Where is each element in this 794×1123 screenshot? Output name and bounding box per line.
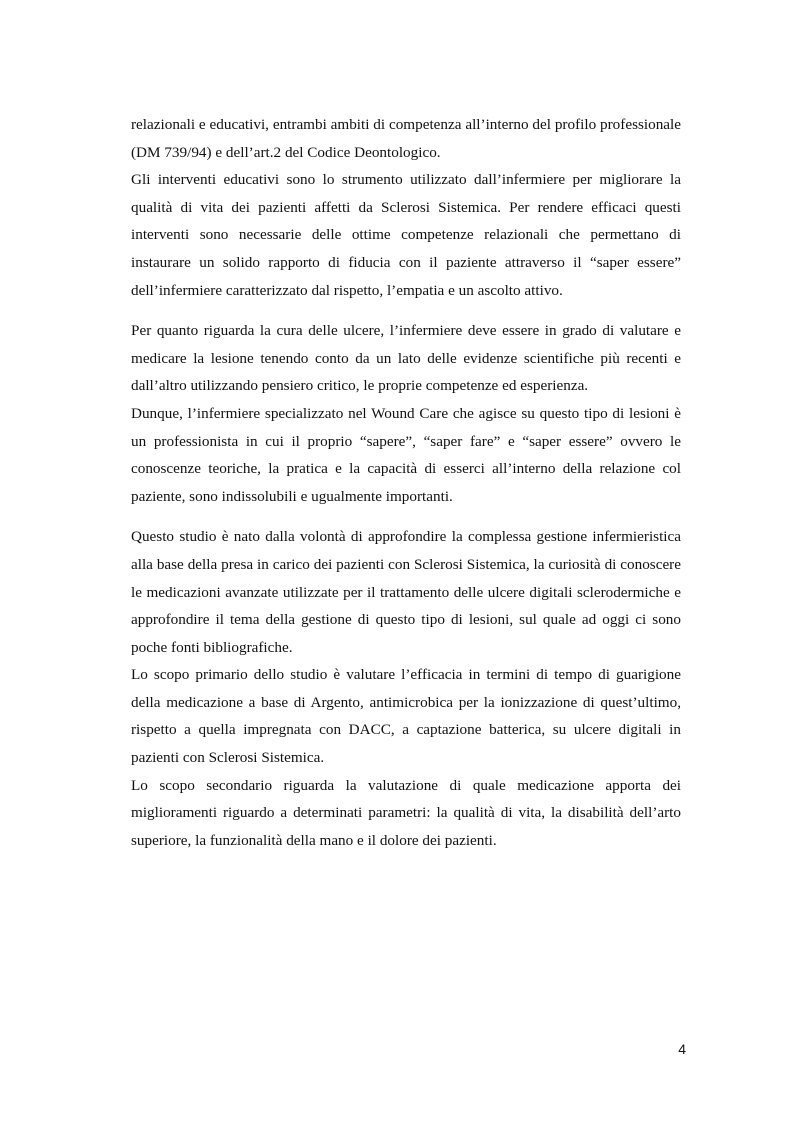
paragraph-4: Dunque, l’infermiere specializzato nel Wound Care che agisce su questo tipo di lesioni è un professionista in cui il proprio “sapere”, “saper fare” e “saper essere” ovvero le conoscenze teoriche, la pratica e la capacità di esserci all’interno della relazione col paziente, sono indissolubili e ugualmente importanti.	[131, 404, 681, 505]
paragraph-6: Lo scopo primario dello studio è valutare l’efficacia in termini di tempo di guarigione della medicazione a base di Argento, antimicrobica per la ionizzazione di quest’ultimo, rispetto a quella impregnata con DACC, a captazione batterica, su ulcere digitali in pazienti con Sclerosi Sistemica.	[131, 666, 681, 767]
paragraph-7: Lo scopo secondario riguarda la valutazione di quale medicazione apporta dei miglioramenti riguardo a determinati parametri: la qualità di vita, la disabilità dell’arto superiore, la funzionalità della mano e il dolore dei pazienti.	[131, 776, 681, 849]
body-text	[131, 111, 681, 854]
paragraph-5: Questo studio è nato dalla volontà di approfondire la complessa gestione infermieristica alla base della presa in carico dei pazienti con Sclerosi Sistemica, la curiosità di conoscere le medicazioni avanzate utilizzate per il trattamento delle ulcere digitali sclerodermiche e approfondire il tema della gestione di questo tipo di lesioni, sul quale ad oggi ci sono poche fonti bibliografiche.	[131, 528, 681, 656]
paragraph-3: Per quanto riguarda la cura delle ulcere, l’infermiere deve essere in grado di valutare e medicare la lesione tenendo conto da un lato delle evidenze scientifiche più recenti e dall’altro utilizzando pensiero critico, le proprie competenze ed esperienza.	[131, 322, 681, 395]
page-number: 4	[678, 1041, 686, 1057]
paragraph-2: Gli interventi educativi sono lo strumento utilizzato dall’infermiere per migliorare la qualità di vita dei pazienti affetti da Sclerosi Sistemica. Per rendere efficaci questi interventi sono necessarie delle ottime competenze relazionali che permettano di instaurare un solido rapporto di fiducia con il paziente attraverso il “saper essere” dell’infermiere caratterizzato dal rispetto, l’empatia e un ascolto attivo.	[131, 171, 681, 299]
paragraph-1: relazionali e educativi, entrambi ambiti di competenza all’interno del profilo professionale (DM 739/94) e dell’art.2 del Codice Deontologico.	[131, 116, 681, 161]
